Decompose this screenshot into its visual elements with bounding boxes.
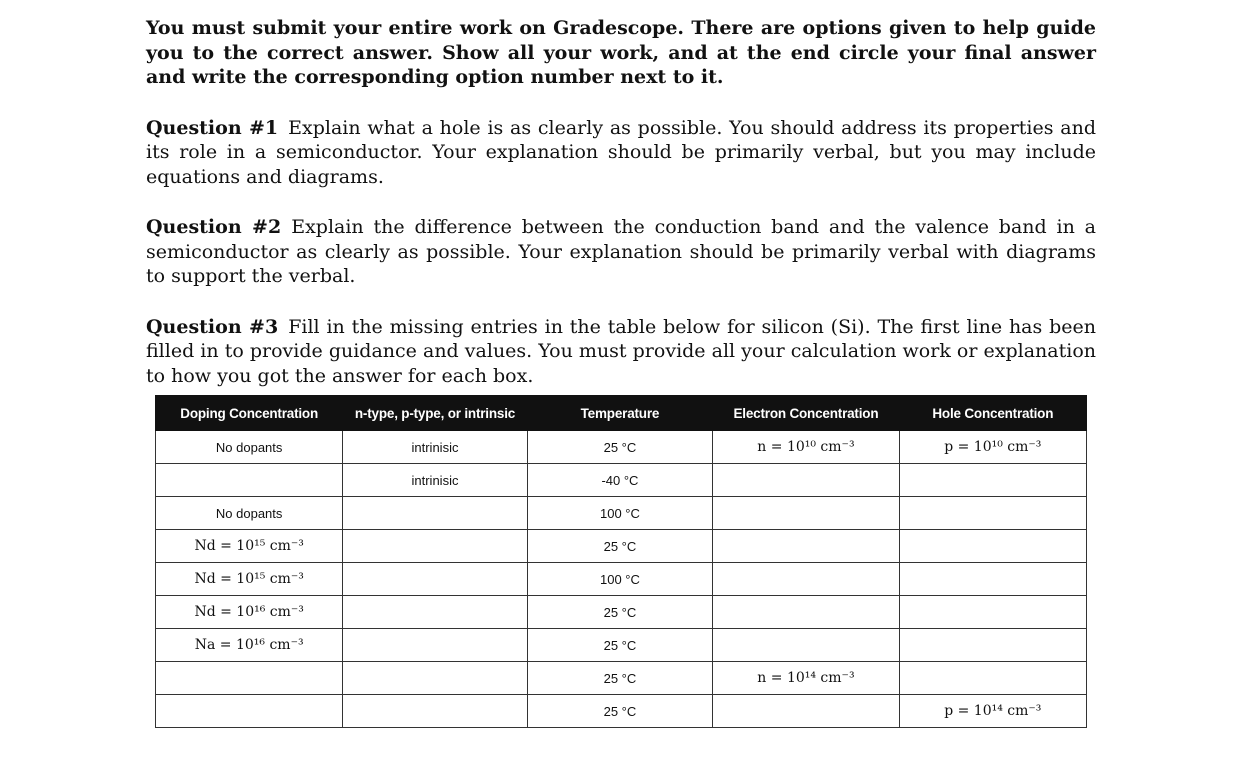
cell-temperature: 25 °C <box>527 662 713 695</box>
cell-doping: Nd = 10¹⁵ cm⁻³ <box>156 563 343 596</box>
cell-type <box>343 629 527 662</box>
cell-temperature: 25 °C <box>527 530 713 563</box>
cell-hole <box>899 563 1086 596</box>
cell-temperature: 25 °C <box>527 629 713 662</box>
cell-hole <box>899 629 1086 662</box>
header-type: n-type, p-type, or intrinsic <box>343 396 527 431</box>
cell-hole: p = 10¹⁴ cm⁻³ <box>899 695 1086 728</box>
header-electron: Electron Concentration <box>713 396 899 431</box>
cell-electron <box>713 464 899 497</box>
header-doping: Doping Concentration <box>156 396 343 431</box>
cell-electron <box>713 629 899 662</box>
cell-type <box>343 596 527 629</box>
cell-type <box>343 695 527 728</box>
cell-electron <box>713 563 899 596</box>
cell-temperature: -40 °C <box>527 464 713 497</box>
cell-doping <box>156 464 343 497</box>
cell-temperature: 25 °C <box>527 431 713 464</box>
table-row <box>156 596 1087 629</box>
question-3 <box>146 315 1096 389</box>
table-row <box>156 662 1087 695</box>
cell-type <box>343 563 527 596</box>
cell-type: intrinisic <box>343 431 527 464</box>
cell-electron: n = 10¹⁴ cm⁻³ <box>713 662 899 695</box>
table-header-row <box>156 396 1087 431</box>
cell-doping <box>156 695 343 728</box>
cell-doping: Na = 10¹⁶ cm⁻³ <box>156 629 343 662</box>
cell-doping <box>156 662 343 695</box>
header-hole: Hole Concentration <box>899 396 1086 431</box>
question-3-title: Question #3 <box>146 315 279 338</box>
cell-doping: Nd = 10¹⁵ cm⁻³ <box>156 530 343 563</box>
cell-electron: n = 10¹⁰ cm⁻³ <box>713 431 899 464</box>
cell-temperature: 100 °C <box>527 497 713 530</box>
question-3-text: Fill in the missing entries in the table below for silicon (Si). The first line has been filled in to provide guidance and values. You must provide all your calculation work or explanation to how you got the answer for each box. <box>146 315 1096 387</box>
cell-doping: No dopants <box>156 431 343 464</box>
cell-hole <box>899 497 1086 530</box>
cell-temperature: 100 °C <box>527 563 713 596</box>
question-2 <box>146 215 1096 289</box>
table-row <box>156 497 1087 530</box>
table-row <box>156 464 1087 497</box>
cell-temperature: 25 °C <box>527 695 713 728</box>
cell-type <box>343 530 527 563</box>
cell-hole <box>899 464 1086 497</box>
cell-electron <box>713 596 899 629</box>
cell-hole <box>899 596 1086 629</box>
question-2-title: Question #2 <box>146 216 282 238</box>
question-2-text: Explain the difference between the conduction band and the valence band in a semiconductor as clearly as possible. Your explanation should be primarily verbal with diagrams to support the verbal. <box>146 216 1096 287</box>
header-temperature: Temperature <box>527 396 713 431</box>
cell-electron <box>713 497 899 530</box>
table-row <box>156 695 1087 728</box>
document-page <box>146 16 1096 388</box>
table-row <box>156 629 1087 662</box>
cell-doping: No dopants <box>156 497 343 530</box>
cell-doping: Nd = 10¹⁶ cm⁻³ <box>156 596 343 629</box>
silicon-concentration-table <box>155 395 1087 728</box>
table-row <box>156 530 1087 563</box>
cell-hole <box>899 662 1086 695</box>
table-row <box>156 431 1087 464</box>
cell-electron <box>713 695 899 728</box>
cell-electron <box>713 530 899 563</box>
instructions: You must submit your entire work on Gradescope. There are options given to help guide you to the correct answer. Show all your work, and at the end circle your final answer and write the corresponding option number next to it. <box>146 17 1096 88</box>
table-row <box>156 563 1087 596</box>
question-1-title: Question #1 <box>146 116 279 139</box>
cell-temperature: 25 °C <box>527 596 713 629</box>
cell-type <box>343 497 527 530</box>
cell-hole: p = 10¹⁰ cm⁻³ <box>899 431 1086 464</box>
question-1-text: Explain what a hole is as clearly as possible. You should address its properties and its role in a semiconductor. Your explanation should be primarily verbal, but you may include equations and diagrams. <box>146 116 1096 188</box>
cell-hole <box>899 530 1086 563</box>
cell-type <box>343 662 527 695</box>
question-1 <box>146 116 1096 190</box>
cell-type: intrinisic <box>343 464 527 497</box>
